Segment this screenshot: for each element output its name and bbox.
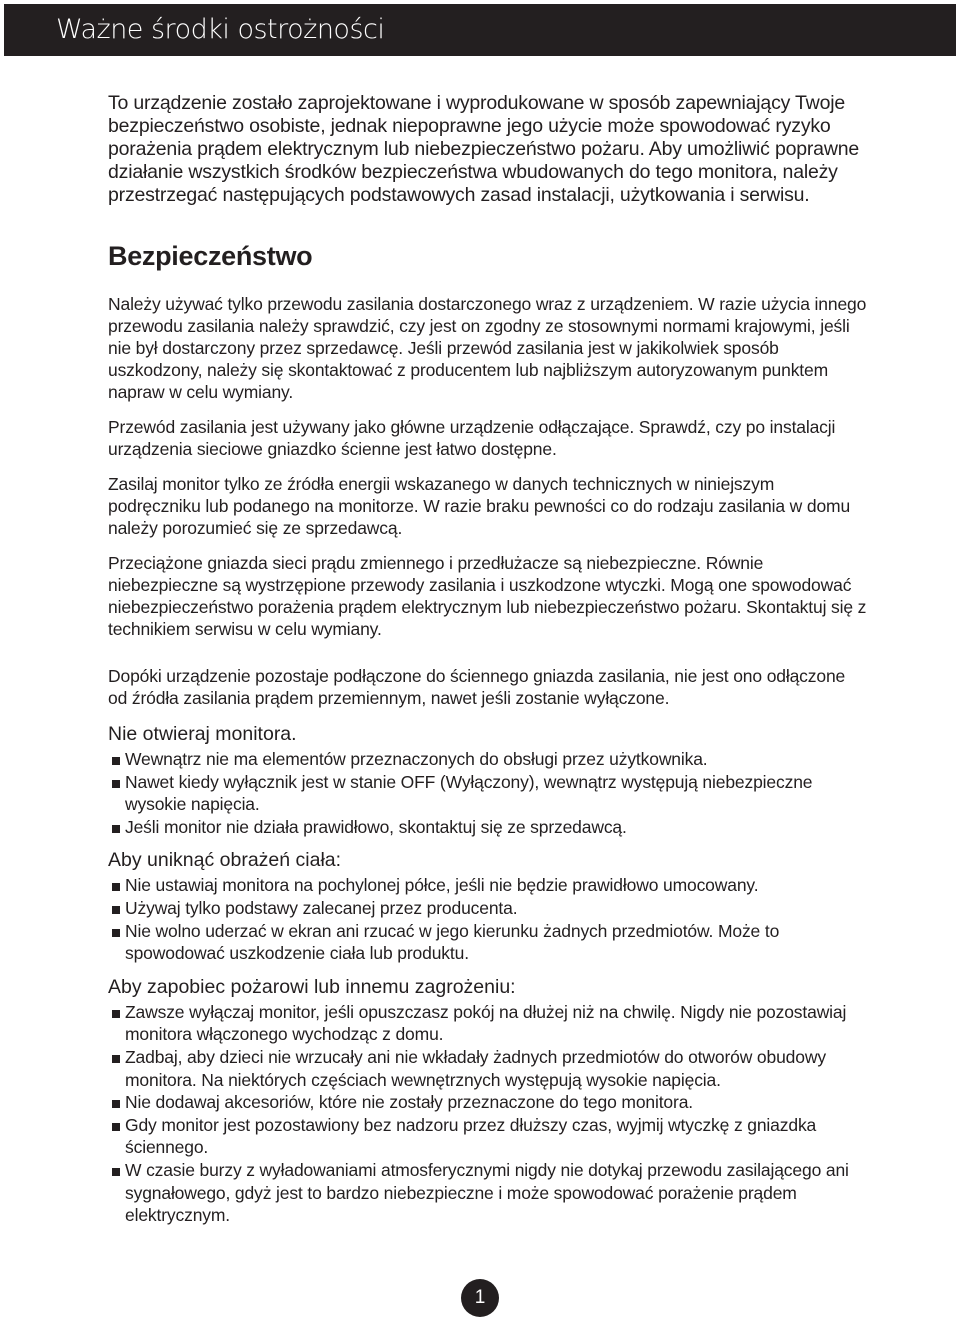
square-bullet-icon <box>112 1055 120 1063</box>
list-item-text: Używaj tylko podstawy zalecanej przez producenta. <box>125 897 518 918</box>
safety-paragraph: Należy używać tylko przewodu zasilania dostarczonego wraz z urządzeniem. W razie użycia innego przewodu zasilania należy sprawdzić, czy jest on zgodny ze stosownymi normami krajowymi, jeśli nie był dostarczony przez sprzedawcę. Jeśli przewód zasilania jest w jakikolwiek sposób uszkodzony, należy się skontaktować z producentem lub najbliższym autoryzowanym punktem napraw w celu wymiany. <box>108 294 867 402</box>
list-item-text: Zadbaj, aby dzieci nie wrzucały ani nie wkładały żadnych przedmiotów do otworów obudowy monitora. Na niektórych częściach wewnętrznych występują wysokie napięcia. <box>125 1046 826 1090</box>
list-item-text: Wewnątrz nie ma elementów przeznaczonych do obsługi przez użytkownika. <box>125 749 708 769</box>
list-item <box>108 771 868 816</box>
square-bullet-icon <box>112 1010 120 1018</box>
bullet-list-prevent-fire <box>108 1001 868 1227</box>
bullet-list-avoid-injury <box>108 874 868 964</box>
square-bullet-icon <box>112 825 120 833</box>
list-item-text: Gdy monitor jest pozostawiony bez nadzoru przez dłuższy czas, wyjmij wtyczkę z gniazdka ściennego. <box>125 1114 817 1158</box>
square-bullet-icon <box>112 906 120 914</box>
page-title: Ważne środki ostrożności <box>56 14 385 45</box>
square-bullet-icon <box>112 780 120 788</box>
subheading-prevent-fire: Aby zapobiec pożarowi lub innemu zagrożeniu: <box>108 975 516 998</box>
square-bullet-icon <box>112 1168 120 1176</box>
page-header-bar <box>4 4 956 56</box>
square-bullet-icon <box>112 1123 120 1131</box>
list-item <box>108 920 868 965</box>
bullet-list-do-not-open <box>108 748 868 838</box>
list-item <box>108 897 868 920</box>
section-heading-safety: Bezpieczeństwo <box>108 241 313 271</box>
list-item <box>108 874 868 897</box>
list-item-text: Nie wolno uderzać w ekran ani rzucać w jego kierunku żadnych przedmiotów. Może to spowodować uszkodzenie ciała lub produktu. <box>125 920 780 964</box>
list-item <box>108 1114 868 1159</box>
subheading-do-not-open: Nie otwieraj monitora. <box>108 723 297 745</box>
list-item-text: Nie dodawaj akcesoriów, które nie zostały przeznaczone do tego monitora. <box>125 1092 693 1113</box>
list-item-text: W czasie burzy z wyładowaniami atmosferycznymi nigdy nie dotykaj przewodu zasilającego ani sygnałowego, gdyż jest to bardzo niebezpieczne i może spowodować porażenie prądem elektrycznym. <box>125 1159 849 1226</box>
list-item <box>108 1091 868 1114</box>
page-number-badge: 1 <box>461 1279 499 1317</box>
list-item-text: Jeśli monitor nie działa prawidłowo, skontaktuj się ze sprzedawcą. <box>125 816 627 837</box>
list-item <box>108 816 868 839</box>
subheading-avoid-injury: Aby uniknąć obrażeń ciała: <box>108 849 342 872</box>
list-item-text: Nawet kiedy wyłącznik jest w stanie OFF (Wyłączony), wewnątrz występują niebezpieczne wysokie napięcia. <box>125 771 813 815</box>
list-item-text: Nie ustawiaj monitora na pochylonej półce, jeśli nie będzie prawidłowo umocowany. <box>125 875 759 896</box>
list-item <box>108 748 868 771</box>
square-bullet-icon <box>112 1100 120 1108</box>
safety-paragraph: Przewód zasilania jest używany jako główne urządzenie odłączające. Sprawdź, czy po instalacji urządzenia sieciowe gniazdko ścienne jest łatwo dostępne. <box>108 417 836 459</box>
square-bullet-icon <box>112 883 120 891</box>
safety-paragraph: Zasilaj monitor tylko ze źródła energii wskazanego w danych technicznych w niniejszym podręczniku lub podanego na monitorze. W razie braku pewności co do rodzaju zasilania w domu należy porozumieć się ze sprzedawcą. <box>108 474 851 538</box>
intro-paragraph: To urządzenie zostało zaprojektowane i wyprodukowane w sposób zapewniający Twoje bezpieczeństwo osobiste, jednak niepoprawne jego użycie może spowodować ryzyko porażenia prądem elektrycznym lub niebezpieczeństwo pożaru. Aby umożliwić poprawne działanie wszystkich środków bezpieczeństwa wbudowanych do tego monitora, należy przestrzegać następujących podstawowych zasad instalacji, użytkowania i serwisu. <box>108 92 859 206</box>
list-item <box>108 1046 868 1091</box>
square-bullet-icon <box>112 929 120 937</box>
document-body <box>108 92 868 1231</box>
list-item <box>108 1001 868 1046</box>
square-bullet-icon <box>112 757 120 765</box>
list-item-text: Zawsze wyłączaj monitor, jeśli opuszczasz pokój na dłużej niż na chwilę. Nigdy nie pozostawiaj monitora włączonego wychodząc z domu. <box>125 1001 847 1045</box>
safety-paragraph: Dopóki urządzenie pozostaje podłączone do ściennego gniazda zasilania, nie jest ono odłączone od źródła zasilania prądem przemiennym, nawet jeśli zostanie wyłączone. <box>108 666 846 708</box>
list-item <box>108 1159 868 1227</box>
safety-paragraph: Przeciążone gniazda sieci prądu zmiennego i przedłużacze są niebezpieczne. Równie niebezpieczne są wystrzępione przewody zasilania i uszkodzone wtyczki. Mogą one spowodować niebezpieczeństwo porażenia prądem elektrycznym lub niebezpieczeństwo pożaru. Skontaktuj się z technikiem serwisu w celu wymiany. <box>108 553 867 639</box>
